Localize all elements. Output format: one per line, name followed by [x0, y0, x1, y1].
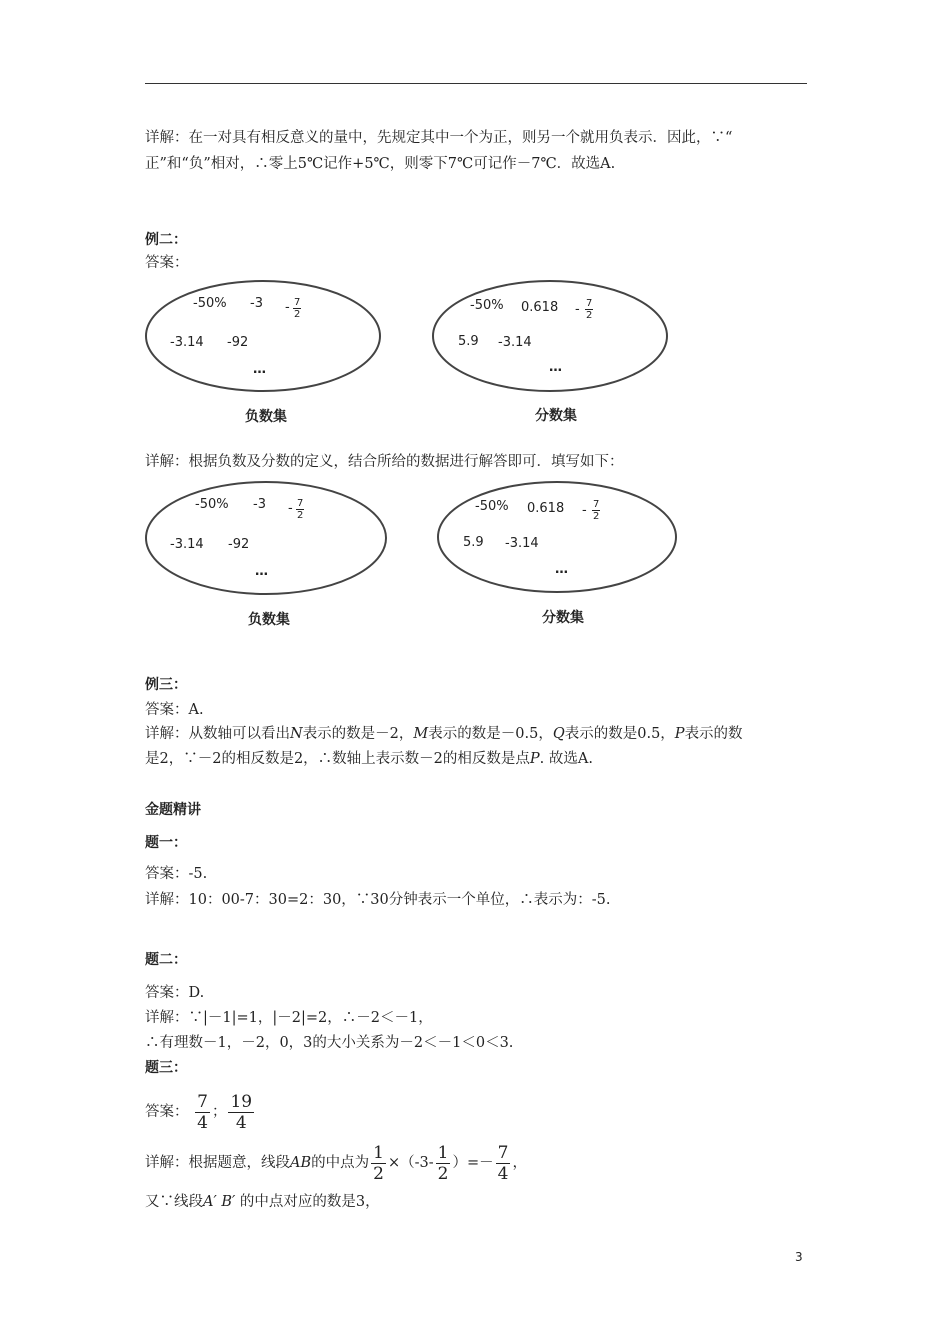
negative-set-caption: 负数集 — [245, 409, 287, 425]
q1-detail: 详解：10：00-7：30=2：30，∵30分钟表示一个单位，∴表示为：-5. — [145, 892, 611, 908]
frac-item-2: -3.14 — [505, 536, 539, 551]
ex3-detail-line2 — [145, 749, 593, 769]
answer-sets-diagram — [145, 278, 685, 428]
q3-separator: ； — [211, 1104, 227, 1120]
q3-text: ×（-3- — [387, 1155, 434, 1171]
page-number: 3 — [795, 1250, 803, 1264]
fraction-denominator: 4 — [497, 1163, 509, 1184]
frac-item: 5.9 — [458, 334, 479, 349]
point-p-label: P — [674, 726, 685, 742]
point-p-label: P — [529, 751, 540, 767]
neg-item: -3 — [250, 296, 263, 311]
frac-ellipsis: … — [549, 360, 562, 375]
frac-frac-sign: - — [575, 302, 580, 317]
frac-item: -50% — [470, 298, 504, 313]
q2-detail-line2: ∴有理数－1，－2，0，3的大小关系为－2＜－1＜0＜3. — [145, 1035, 514, 1051]
neg-fraction — [293, 297, 301, 320]
q3-detail-line1 — [145, 1141, 527, 1185]
neg-item-2: -50% — [195, 497, 229, 512]
fraction-numerator: 7 — [497, 1142, 509, 1163]
fraction-numerator: 7 — [197, 1091, 208, 1112]
fraction-numerator: 19 — [230, 1091, 253, 1112]
ex3-text: 详解：从数轴可以看出 — [145, 726, 290, 742]
frac-item-2: 5.9 — [463, 535, 484, 550]
frac-fraction-2 — [592, 499, 600, 522]
q3-heading: 题三： — [145, 1060, 187, 1076]
point-n-label: N — [290, 726, 303, 742]
point-m-label: M — [413, 726, 429, 742]
neg-frac-sign: - — [285, 300, 290, 315]
fraction-set-caption-2: 分数集 — [542, 610, 584, 626]
q2-heading: 题二： — [145, 952, 187, 968]
frac-frac-sign-2: - — [582, 503, 587, 518]
ex2-heading: 例二： — [145, 232, 187, 248]
q3-answer-line — [145, 1090, 256, 1134]
fraction-set-caption: 分数集 — [535, 408, 577, 424]
p1-line1: 详解：在一对具有相反意义的量中，先规定其中一个为正，则另一个就用负表示．因此，∵“ — [145, 130, 733, 146]
frac-item-2: 0.618 — [527, 501, 565, 516]
neg-item: -3.14 — [170, 335, 204, 350]
frac-frac-den-2: 2 — [593, 511, 600, 522]
q3-answer-fraction-2 — [228, 1092, 254, 1133]
header-rule — [145, 83, 807, 84]
fraction-denominator: 2 — [437, 1163, 449, 1184]
point-q-label: Q — [552, 726, 565, 742]
frac-frac-num: 7 — [586, 298, 593, 309]
ex3-text: . 故选A. — [539, 751, 593, 767]
ex2-answer-label: 答案： — [145, 255, 189, 271]
ex3-heading: 例三： — [145, 677, 187, 693]
ex3-text: 表示的数是0.5， — [564, 726, 675, 742]
frac-ellipsis-2: … — [555, 562, 568, 577]
fraction-denominator: 4 — [197, 1112, 208, 1133]
fraction-denominator: 4 — [235, 1112, 247, 1133]
frac-item: 0.618 — [521, 300, 559, 315]
ex3-answer: 答案：A. — [145, 702, 204, 718]
q3-text: ， — [512, 1155, 527, 1171]
neg-item: -50% — [193, 296, 227, 311]
q3-text: 详解：根据题意，线段 — [145, 1155, 290, 1171]
p1-line2: 正”和“负”相对，∴零上5℃记作+5℃，则零下7℃可记作－7℃．故选A. — [145, 156, 616, 172]
frac-item-2: -50% — [475, 499, 509, 514]
neg-ellipsis: … — [253, 362, 266, 377]
neg-fraction-2 — [296, 498, 304, 521]
q1-answer: 答案：-5. — [145, 866, 208, 882]
q3-detail-line2 — [145, 1192, 380, 1212]
frac-frac-den: 2 — [586, 310, 593, 321]
q3-answer-fraction-1 — [195, 1092, 210, 1133]
frac-frac-num-2: 7 — [593, 499, 600, 510]
ex2-detail: 详解：根据负数及分数的定义，结合所给的数据进行解答即可．填写如下： — [145, 454, 624, 470]
segment-ab-label: AB — [290, 1155, 312, 1171]
neg-item-2: -3 — [253, 497, 266, 512]
q3-text: 的中点为 — [311, 1155, 370, 1171]
frac-item: -3.14 — [498, 335, 532, 350]
q1-heading: 题一： — [145, 835, 187, 851]
neg-item-2: -92 — [228, 537, 250, 552]
neg-frac-num: 7 — [294, 297, 301, 308]
ex3-text: 表示的数是－0.5， — [428, 726, 553, 742]
q3-fraction-seven-fourths — [496, 1143, 511, 1184]
gold-heading: 金题精讲 — [145, 802, 201, 818]
ex3-text: 是2，∵－2的相反数是2，∴数轴上表示数－2的相反数是点 — [145, 751, 530, 767]
q3-text: ）=－ — [452, 1155, 494, 1171]
fraction-numerator: 1 — [373, 1142, 384, 1163]
q2-answer: 答案：D. — [145, 985, 205, 1001]
detail-sets-diagram — [145, 478, 685, 630]
neg-item: -92 — [227, 335, 249, 350]
negative-set-caption-2: 负数集 — [248, 612, 290, 628]
neg-item-2: -3.14 — [170, 537, 204, 552]
ex3-text: 表示的数 — [684, 726, 743, 742]
neg-ellipsis-2: … — [255, 564, 268, 579]
q3-fraction-half — [371, 1143, 386, 1184]
neg-frac-num-2: 7 — [297, 498, 304, 509]
neg-frac-den: 2 — [294, 309, 301, 320]
q3-fraction-half-2 — [436, 1143, 451, 1184]
neg-frac-sign-2: - — [288, 501, 293, 516]
q3-text: 又∵线段 — [145, 1194, 203, 1210]
q3-answer-label: 答案： — [145, 1104, 189, 1120]
frac-fraction — [585, 298, 593, 321]
ex3-text: 表示的数是－2， — [302, 726, 414, 742]
q2-detail-line1: 详解：∵|－1|=1，|－2|=2，∴－2＜－1， — [145, 1010, 433, 1026]
ex3-detail-line1 — [145, 724, 743, 744]
neg-frac-den-2: 2 — [297, 510, 304, 521]
segment-a-prime-b-prime-label: A′ B′ — [203, 1194, 236, 1210]
fraction-numerator: 1 — [437, 1142, 449, 1163]
q3-text: 的中点对应的数是3， — [235, 1194, 380, 1210]
fraction-denominator: 2 — [373, 1163, 384, 1184]
